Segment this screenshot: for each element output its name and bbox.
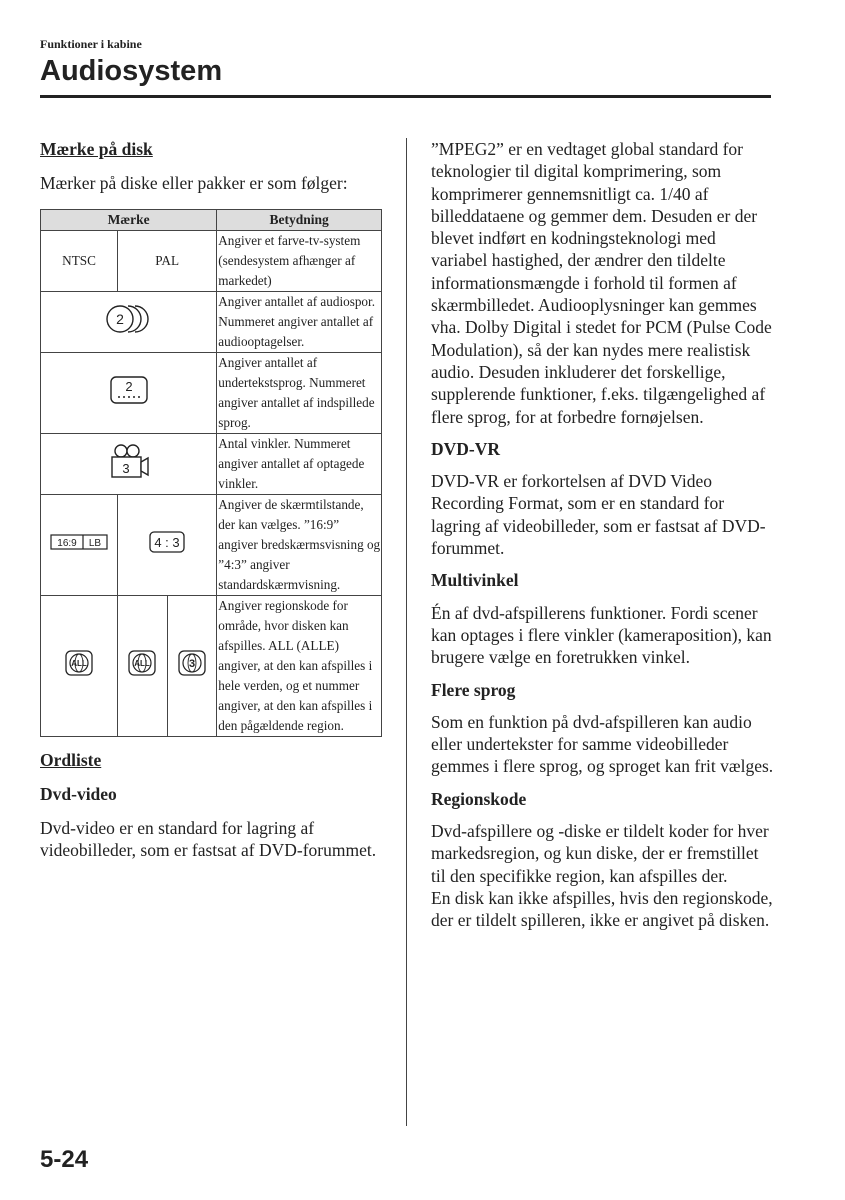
heading-multiangle: Multivinkel <box>431 570 519 591</box>
meaning-tv-system: Angiver et farve-tv-system (sendesystem afhænger af markedet) <box>217 230 382 291</box>
svg-text:3: 3 <box>188 657 196 670</box>
camera-angle-icon <box>41 433 217 494</box>
svg-text:ALL: ALL <box>134 658 151 668</box>
region-all-icon <box>41 595 118 736</box>
table-row <box>41 230 382 291</box>
meaning-screen-modes: Angiver de skærmtilstande, der kan vælges. ”16:9” angiver bredskærmsvisning og ”4:3” angiver standardskærmvisning. <box>217 494 382 595</box>
table-row <box>41 595 382 736</box>
disc-marks-intro: Mærker på diske eller pakker er som følger: <box>40 173 348 194</box>
mpeg2-text: ”MPEG2” er en vedtaget global standard for teknologier til digital komprimering, som komprimerer gennemsnitligt ca. 1/40 af billeddataene og gemmer dem. Desuden er der blevet indført en kodningsteknologi med variabel hastighed, der ændrer den tildelte informationsmængde i forhold til formen af skærmbilledet. Audiooplysninger kan gemmes vha. Dolby Digital i stedet for PCM (Pulse Code Modulation), så der kan nydes mere realistisk audio. Desuden inkluderer det forskellige, supplerende funktioner, f.eks. tilgængelighed af flere sprog, for at forbedre fornøjelsen. <box>431 139 772 427</box>
heading-region-code: Regionskode <box>431 788 527 809</box>
subtitle-icon <box>41 352 217 433</box>
page-title: Audiosystem <box>40 55 223 87</box>
svg-text:2: 2 <box>125 378 133 394</box>
header-rule <box>40 95 771 98</box>
heading-disc-marks: Mærke på disk <box>40 139 153 159</box>
region-3-icon <box>167 595 217 736</box>
col-header-mark: Mærke <box>41 209 217 230</box>
disc-marks-table <box>40 209 382 737</box>
svg-text:16:9: 16:9 <box>57 537 77 549</box>
dvd-vr-text: DVD-VR er forkortelsen af DVD Video Recording Format, som er en standard for lagring af videobilleder, som er fastsat af DVD-forummet. <box>431 471 766 559</box>
meaning-subtitles: Angiver antallet af undertekstsprog. Nummeret angiver antallet af indspillede sprog. <box>217 352 382 433</box>
meaning-region-code: Angiver regionskode for område, hvor disken kan afspilles. ALL (ALLE) angiver, at den kan afspilles i hele verden, og et nummer angiver, at den kan afspilles i den pågældende region. <box>217 595 382 736</box>
multi-language-text: Som en funktion på dvd-afspilleren kan audio eller undertekster for samme videobilleder gemmes i flere sprog, og sproget kan frit vælges. <box>431 711 774 777</box>
dvd-video-text: Dvd-video er en standard for lagring af videobilleder, som er fastsat af DVD-forummet. <box>40 818 377 861</box>
meaning-audio-tracks: Angiver antallet af audiospor. Nummeret angiver antallet af audiooptagelser. <box>217 291 382 352</box>
table-row <box>41 433 382 494</box>
svg-text:3: 3 <box>122 460 130 476</box>
svg-text:ALL: ALL <box>71 658 87 668</box>
heading-multi-language: Flere sprog <box>431 679 516 700</box>
table-row <box>41 291 382 352</box>
col-header-meaning: Betydning <box>217 209 382 230</box>
meaning-angles: Antal vinkler. Nummeret angiver antallet af optagede vinkler. <box>217 433 382 494</box>
svg-text:LB: LB <box>88 537 102 549</box>
region-code-text-2: En disk kan ikke afspilles, hvis den regionskode, der er tildelt spilleren, ikke er angivet på disken. <box>431 887 773 931</box>
region-all-icon <box>118 595 168 736</box>
svg-text:2: 2 <box>115 310 124 327</box>
left-column <box>40 138 386 862</box>
heading-dvd-vr: DVD-VR <box>431 438 501 459</box>
multiangle-text: Én af dvd-afspillerens funktioner. Fordi scener kan optages i flere vinkler (kameraposition), kan brugere vælge en foretrukken vinkel. <box>431 602 772 668</box>
table-row <box>41 494 382 595</box>
mark-ntsc: NTSC <box>41 230 118 291</box>
widescreen-icon <box>41 494 118 595</box>
chapter-label: Funktioner i kabine <box>40 37 142 51</box>
page-number: 5-24 <box>40 1146 89 1173</box>
mark-pal: PAL <box>118 230 217 291</box>
right-column <box>431 138 776 932</box>
heading-glossary: Ordliste <box>40 749 102 770</box>
region-code-text: Dvd-afspillere og -diske er tildelt koder for hver markedsregion, og kun diske, der er fremstillet til den specifikke region, kan afspilles der. <box>431 821 769 886</box>
table-row <box>41 352 382 433</box>
audio-tracks-icon <box>41 291 217 352</box>
heading-dvd-video: Dvd-video <box>40 783 117 804</box>
column-divider <box>406 138 407 1126</box>
table-header-row <box>41 209 382 230</box>
standard-screen-icon <box>118 494 217 595</box>
svg-text:4 : 3: 4 : 3 <box>154 534 180 550</box>
